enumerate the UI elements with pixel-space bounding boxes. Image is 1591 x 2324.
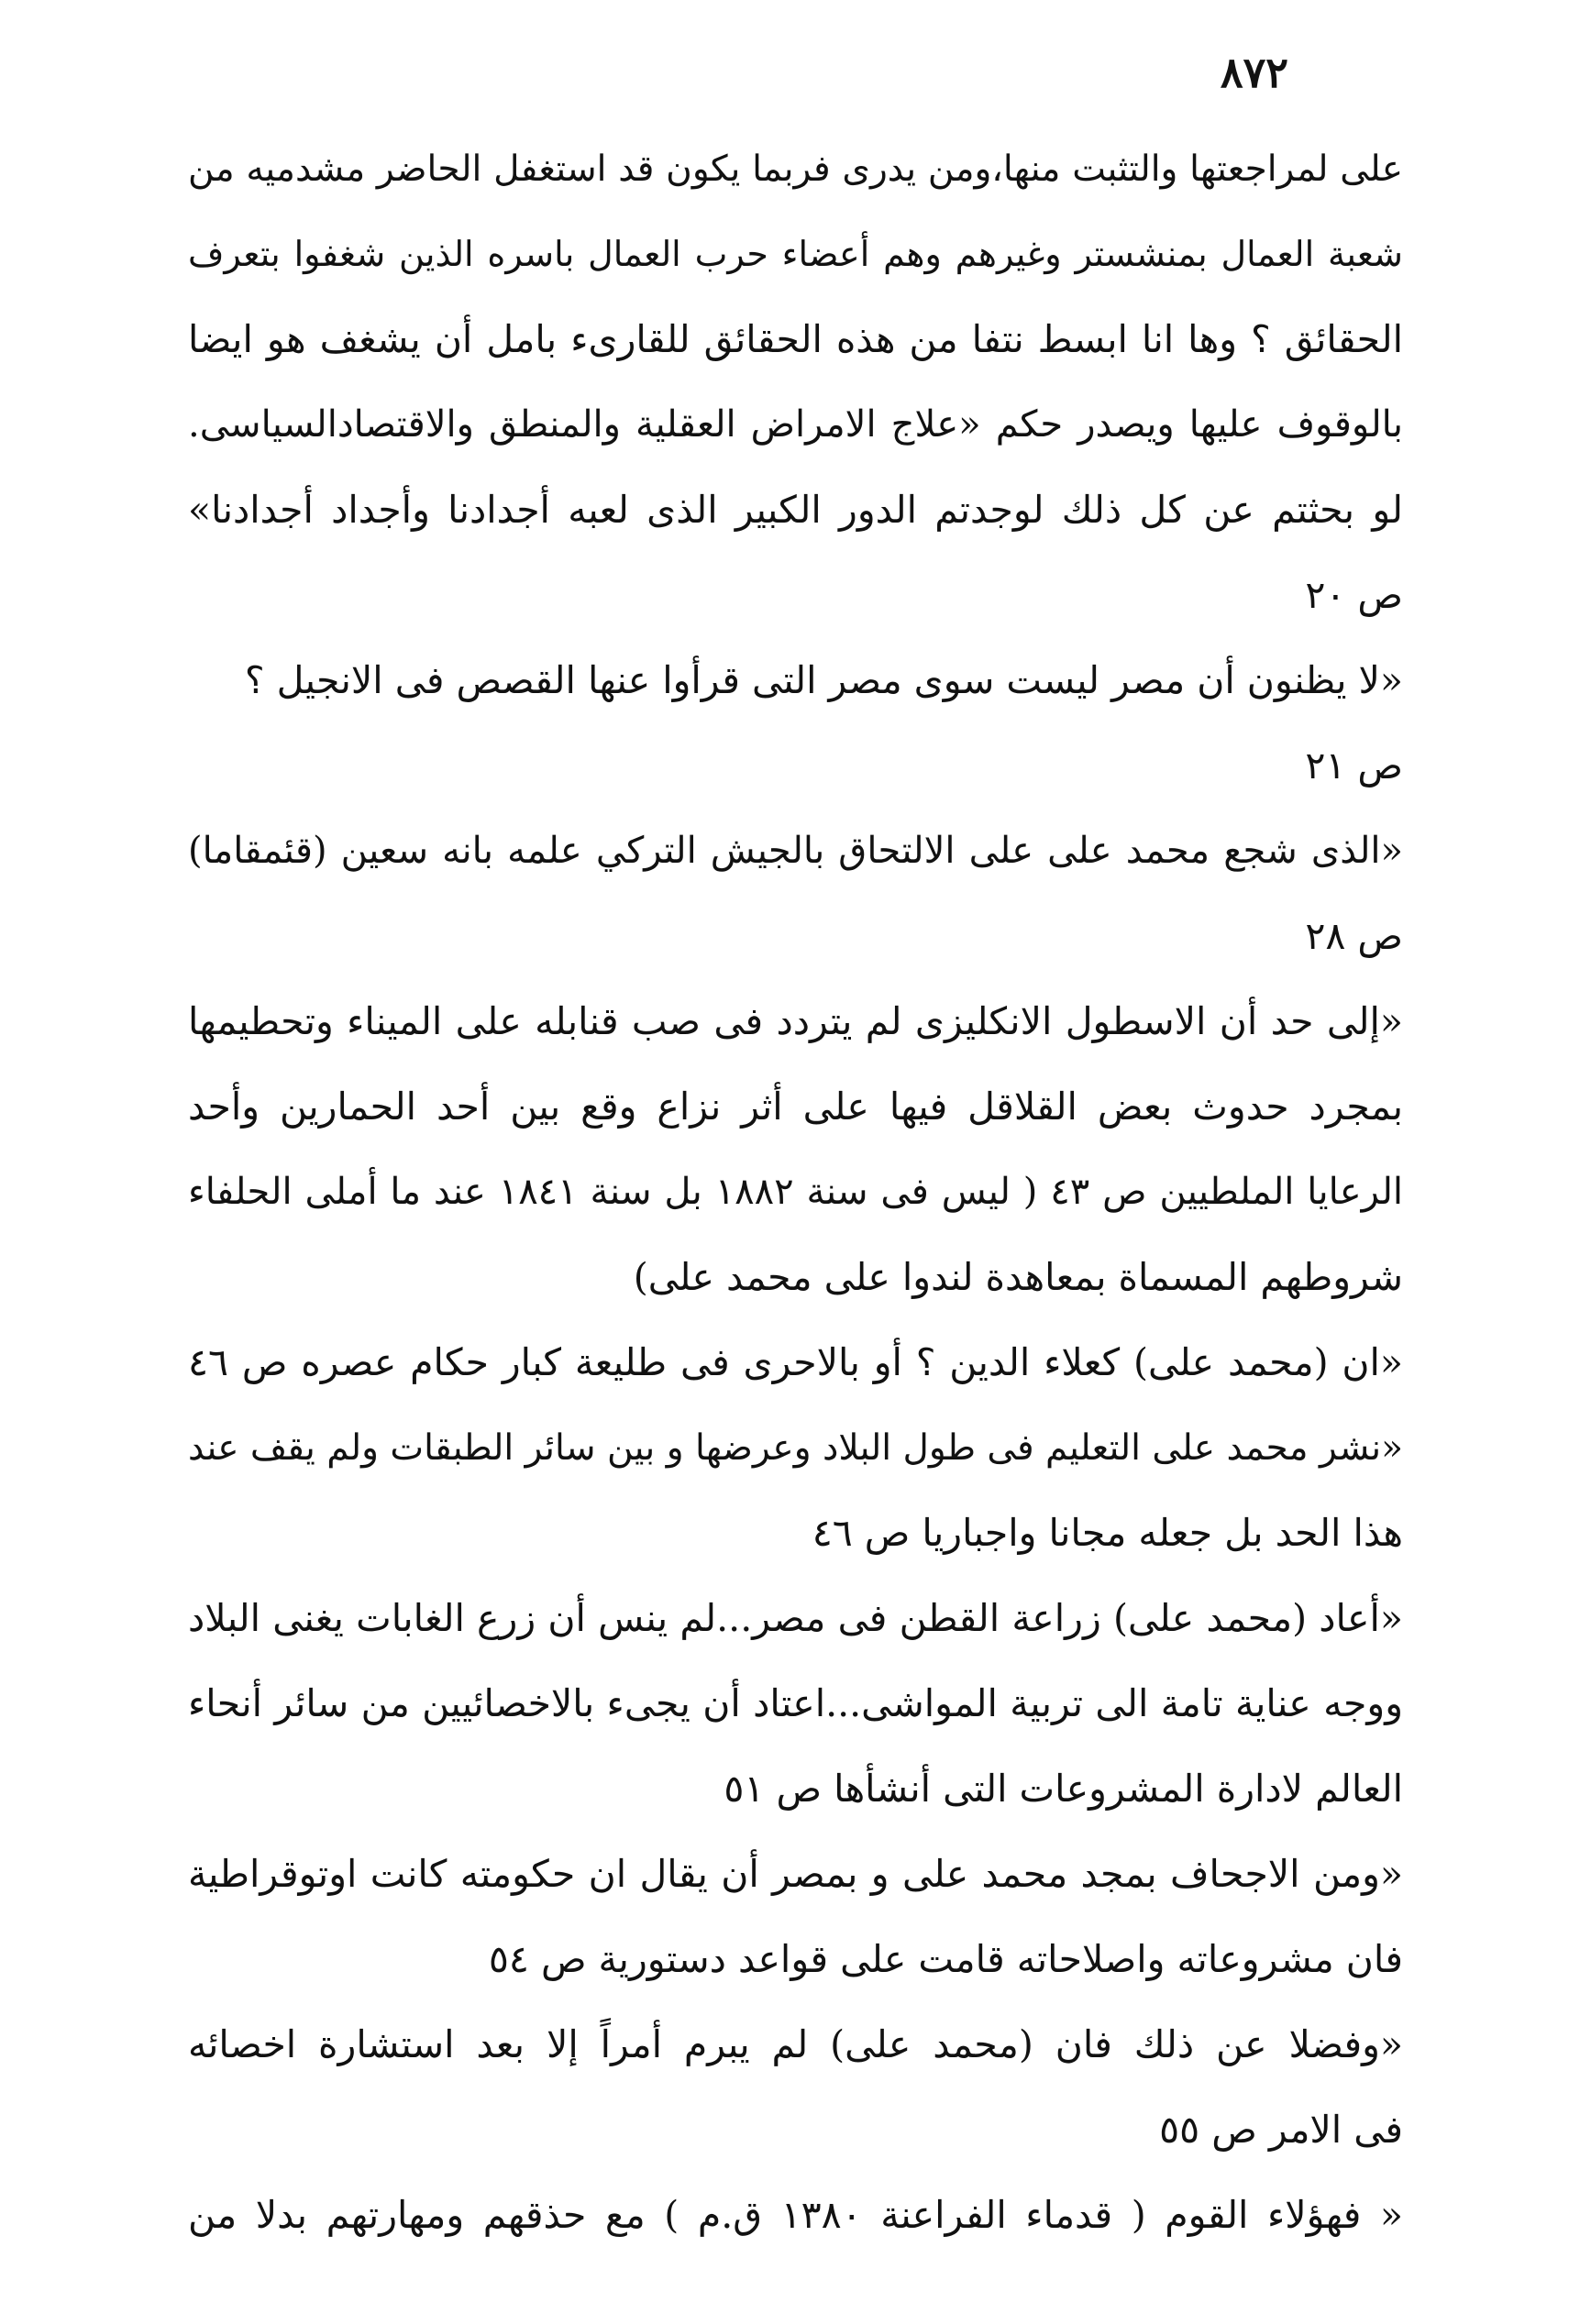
text-line: ص ٢٠ [1305, 573, 1403, 617]
text-line: بمجرد حدوث بعض القلاقل فيها على أثر نزاع وقع بين أحد الحمارين وأحد [188, 1085, 1403, 1129]
text-line: « فهؤلاء القوم ( قدماء الفراعنة ١٣٨٠ ق.م ) مع حذقهم ومهارتهم بدلا من [188, 2193, 1403, 2237]
text-line: «لا يظنون أن مصر ليست سوى مصر التى قرأوا عنها القصص فى الانجيل ؟ [244, 658, 1403, 702]
text-line: شروطهم المسماة بمعاهدة لندوا على محمد على) [633, 1255, 1403, 1299]
text-line: هذا الحد بل جعله مجانا واجباريا ص ٤٦ [812, 1511, 1403, 1555]
text-line: على لمراجعتها والتثبت منها،ومن يدرى فربما يكون قد استغفل الحاضر مشدميه من [188, 149, 1403, 190]
text-line: الحقائق ؟ وها انا ابسط نتفا من هذه الحقائق للقارىء بامل أن يشغف هو ايضا [188, 317, 1403, 361]
text-line: «ان (محمد على) كعلاء الدين ؟ أو بالاحرى فى طليعة كبار حكام عصره ص ٤٦ [188, 1340, 1403, 1384]
text-line: بالوقوف عليها ويصدر حكم «علاج الامراض العقلية والمنطق والاقتصادالسياسى. [188, 403, 1403, 446]
text-line: ص ٢١ [1305, 743, 1403, 788]
text-line: الرعايا الملطيين ص ٤٣ ( ليس فى سنة ١٨٨٢ بل سنة ١٨٤١ عند ما أملى الحلفاء [188, 1171, 1403, 1213]
text-line: «وفضلا عن ذلك فان (محمد على) لم يبرم أمراً إلا بعد استشارة اخصائه [188, 2022, 1403, 2066]
text-line: العالم لادارة المشروعات التى أنشأها ص ٥١ [724, 1767, 1403, 1811]
text-line: فى الامر ص ٥٥ [1159, 2108, 1403, 2152]
text-line: شعبة العمال بمنشستر وغيرهم وهم أعضاء حرب العمال باسره الذين شغفوا بتعرف [188, 234, 1403, 274]
text-line: ص ٢٨ [1305, 914, 1403, 958]
text-line: «ومن الاجحاف بمجد محمد على و بمصر أن يقال ان حكومته كانت اوتوقراطية [188, 1852, 1403, 1896]
page-number: ٨٧٢ [1220, 48, 1288, 97]
text-line: «نشر محمد على التعليم فى طول البلاد وعرضها و بين سائر الطبقات ولم يقف عند [188, 1427, 1403, 1469]
text-line: ووجه عناية تامة الى تربية المواشى...اعتاد أن يجىء بالاخصائيين من سائر أنحاء [188, 1681, 1403, 1725]
text-line: «الذى شجع محمد على على الالتحاق بالجيش التركي علمه بانه سعين (قئمقاما) [188, 830, 1403, 872]
text-line: «إلى حد أن الاسطول الانكليزى لم يتردد فى صب قنابله على الميناء وتحطيمها [188, 999, 1403, 1043]
text-line: لو بحثتم عن كل ذلك لوجدتم الدور الكبير الذى لعبه أجدادنا وأجداد أجدادنا» [188, 488, 1403, 532]
text-line: فان مشروعاته واصلاحاته قامت على قواعد دستورية ص ٥٤ [488, 1937, 1403, 1981]
body-text [188, 127, 1403, 2258]
text-line: «أعاد (محمد على) زراعة القطن فى مصر...لم ينس أن زرع الغابات يغنى البلاد [188, 1596, 1403, 1640]
